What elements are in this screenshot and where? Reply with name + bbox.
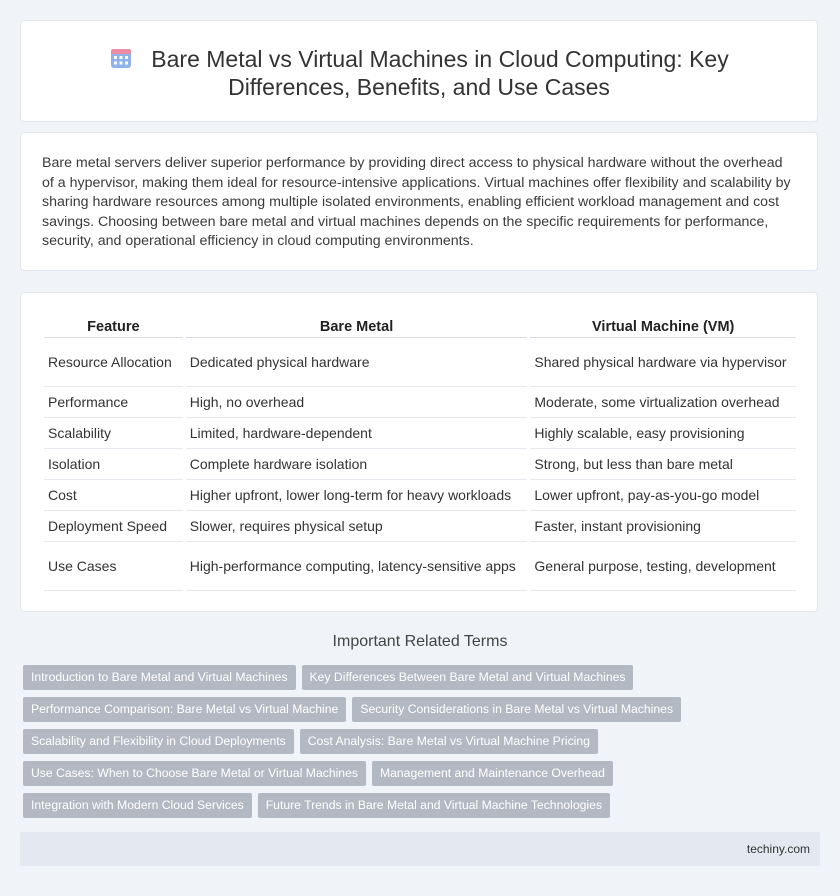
cell-bare-metal: Slower, requires physical setup (186, 511, 528, 542)
cell-feature: Resource Allocation (44, 338, 183, 387)
title-line-2: Differences, Benefits, and Use Cases (228, 74, 610, 100)
related-term-tag[interactable]: Performance Comparison: Bare Metal vs Virtual Machine (23, 697, 346, 722)
cell-vm: Faster, instant provisioning (530, 511, 796, 542)
table-row (44, 418, 796, 449)
calendar-grid-icon (109, 46, 133, 70)
table-row (44, 338, 796, 387)
header-card (20, 20, 818, 122)
table-row (44, 542, 796, 591)
table-row (44, 387, 796, 418)
table-row (44, 511, 796, 542)
related-term-tag[interactable]: Introduction to Bare Metal and Virtual Machines (23, 665, 296, 690)
cell-feature: Isolation (44, 449, 183, 480)
cell-bare-metal: Higher upfront, lower long-term for heavy workloads (186, 480, 528, 511)
cell-feature: Scalability (44, 418, 183, 449)
related-term-tag[interactable]: Key Differences Between Bare Metal and Virtual Machines (302, 665, 634, 690)
table-row (44, 480, 796, 511)
cell-bare-metal: Complete hardware isolation (186, 449, 528, 480)
cell-vm: Shared physical hardware via hypervisor (530, 338, 796, 387)
cell-bare-metal: Limited, hardware-dependent (186, 418, 528, 449)
cell-feature: Deployment Speed (44, 511, 183, 542)
footer-site-link[interactable]: techiny.com (746, 842, 810, 856)
header-virtual-machine: Virtual Machine (VM) (530, 315, 796, 338)
cell-vm: Lower upfront, pay-as-you-go model (530, 480, 796, 511)
cell-feature: Cost (44, 480, 183, 511)
table-header-row (44, 315, 796, 338)
footer-bar (20, 832, 820, 866)
related-term-tag[interactable]: Integration with Modern Cloud Services (23, 793, 252, 818)
header-bare-metal: Bare Metal (186, 315, 528, 338)
related-term-tag[interactable]: Use Cases: When to Choose Bare Metal or Virtual Machines (23, 761, 366, 786)
table-row (44, 449, 796, 480)
cell-bare-metal: High, no overhead (186, 387, 528, 418)
related-terms-list (23, 665, 823, 825)
cell-feature: Use Cases (44, 542, 183, 591)
intro-paragraph: Bare metal servers deliver superior performance by providing direct access to physical hardware without the overhead of a hypervisor, making them ideal for resource-intensive applications. Virtual machines offer flexibility and scalability by sharing hardware resources among multiple isolated environments, enabling efficient workload management and cost savings. Choosing between bare metal and virtual machines depends on the specific requirements for performance, security, and operational efficiency in cloud computing environments. (42, 155, 791, 250)
related-term-tag[interactable]: Security Considerations in Bare Metal vs Virtual Machines (352, 697, 681, 722)
header-feature: Feature (44, 315, 183, 338)
title-line-1: Bare Metal vs Virtual Machines in Cloud Computing: Key (151, 46, 729, 72)
related-term-tag[interactable]: Future Trends in Bare Metal and Virtual Machine Technologies (258, 793, 610, 818)
cell-vm: Highly scalable, easy provisioning (530, 418, 796, 449)
related-terms-title: Important Related Terms (332, 633, 508, 650)
related-term-tag[interactable]: Management and Maintenance Overhead (372, 761, 613, 786)
cell-vm: Strong, but less than bare metal (530, 449, 796, 480)
cell-vm: Moderate, some virtualization overhead (530, 387, 796, 418)
page-title (21, 45, 817, 101)
comparison-table-card (20, 292, 818, 612)
comparison-table (41, 315, 799, 591)
intro-card (20, 132, 818, 271)
cell-feature: Performance (44, 387, 183, 418)
related-term-tag[interactable]: Scalability and Flexibility in Cloud Deployments (23, 729, 294, 754)
cell-bare-metal: Dedicated physical hardware (186, 338, 528, 387)
cell-vm: General purpose, testing, development (530, 542, 796, 591)
cell-bare-metal: High-performance computing, latency-sensitive apps (186, 542, 528, 591)
related-term-tag[interactable]: Cost Analysis: Bare Metal vs Virtual Machine Pricing (300, 729, 598, 754)
